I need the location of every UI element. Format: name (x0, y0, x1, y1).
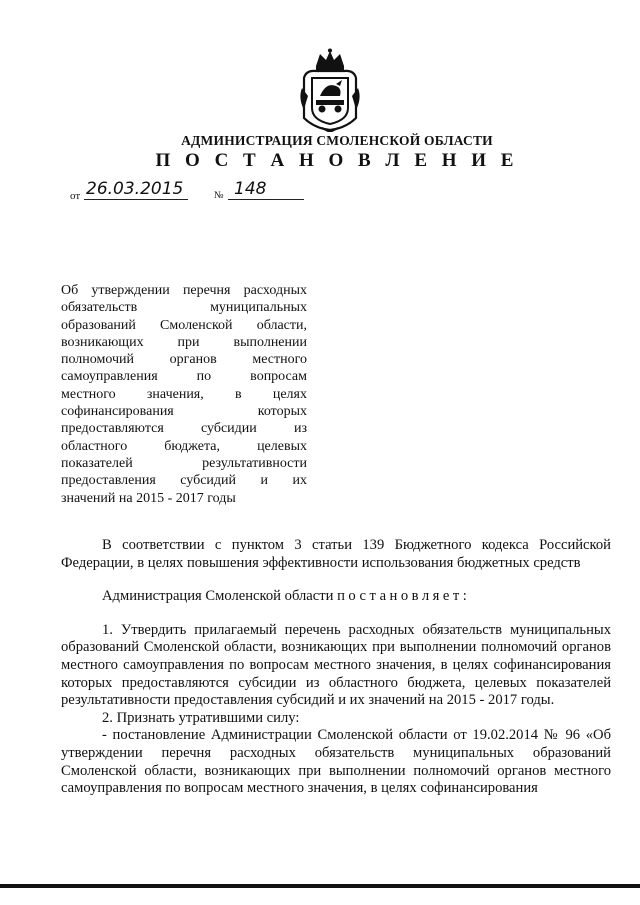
subject-line: полномочий органов местного (61, 352, 307, 368)
subject-line: самоуправления по вопросам (61, 369, 307, 385)
document-subject (61, 282, 307, 507)
subject-line: предоставляются субсидии из (61, 421, 307, 437)
resolve-word: постановляет: (337, 588, 471, 605)
date-from-label: от (70, 190, 81, 202)
document-number: 148 (228, 179, 304, 200)
subject-line: предоставления субсидий и их (61, 473, 307, 489)
smolensk-coat-of-arms-icon (296, 48, 364, 132)
preamble-paragraph: В соответствии с пунктом 3 статьи 139 Бюджетного кодекса Российской Федерации, в целях повышения эффективности использования бюджетных средств (61, 537, 611, 571)
document-date: 26.03.2015 (84, 179, 188, 200)
subject-line: Об утверждении перечня расходных (61, 283, 307, 298)
subject-line: областного бюджета, целевых (61, 438, 307, 454)
subject-line: образований Смоленской области, (61, 317, 307, 333)
subject-line: местного значения, в целях (61, 386, 307, 402)
subject-line: возникающих при выполнении (61, 334, 307, 350)
document-type-title: П О С Т А Н О В Л Е Н И Е (155, 150, 519, 171)
subject-line: софинансирования которых (61, 404, 307, 420)
organization-name: АДМИНИСТРАЦИЯ СМОЛЕНСКОЙ ОБЛАСТИ (181, 133, 493, 148)
resolve-prefix: Администрация Смоленской области (102, 588, 338, 605)
subject-line: обязательств муниципальных (61, 300, 307, 316)
bottom-rule (0, 884, 640, 888)
item-2-subparagraph: - постановление Администрации Смоленской области от 19.02.2014 № 96 «Об утверждении перечня расходных обязательств муниципальных образований Смоленской области, возникающих при выполнении полномочий органов местного самоуправления по вопросам местного значения, в целях софинансирования (61, 727, 611, 797)
subject-line: значений на 2015 - 2017 годы (61, 490, 236, 506)
date-number-line (70, 181, 310, 205)
document-body (61, 537, 611, 798)
item-1-paragraph: 1. Утвердить прилагаемый перечень расходных обязательств муниципальных образований Смоленской области, возникающих при выполнении полномочий органов местного самоуправления по вопросам местного значения, в целях софинансирования которых предоставляются субсидии из областного бюджета, целевых показателей результативности предоставления субсидий и их значений на 2015 - 2017 годы. (61, 621, 611, 709)
item-2-paragraph: 2. Признать утратившими силу: (102, 709, 300, 726)
subject-line: показателей результативности (61, 455, 307, 471)
resolve-paragraph (61, 588, 611, 606)
number-label: № (214, 190, 224, 201)
